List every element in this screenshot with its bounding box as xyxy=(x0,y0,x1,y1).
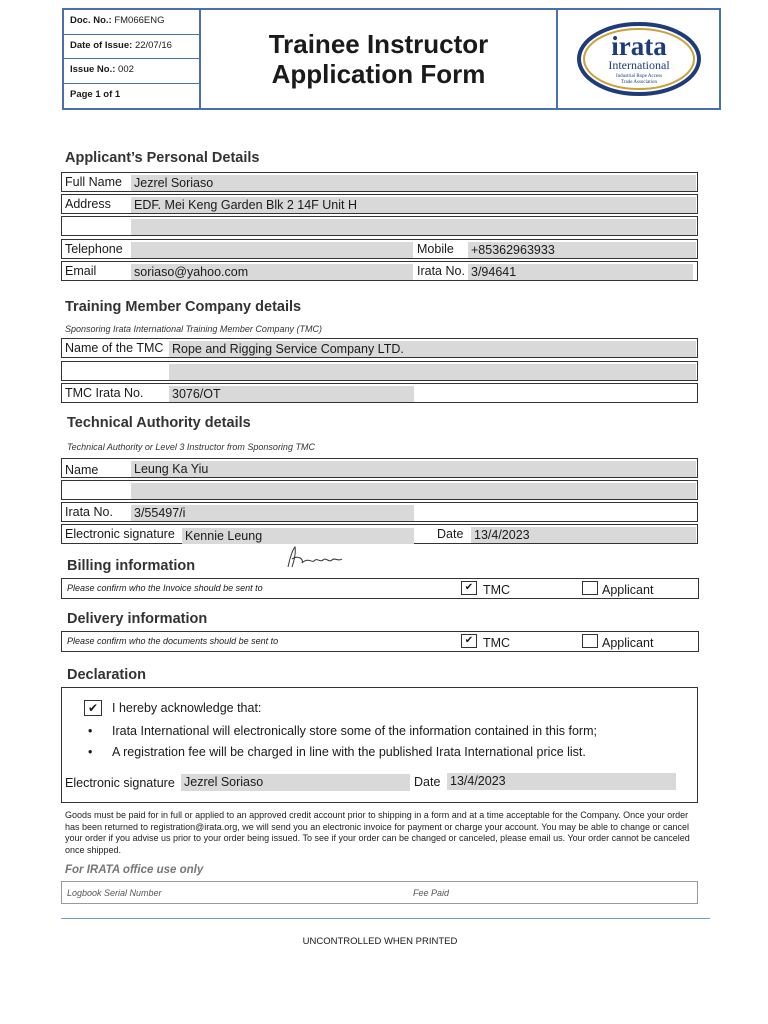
telephone-label: Telephone xyxy=(65,242,123,256)
address-row xyxy=(61,194,698,214)
tech-irata-row xyxy=(61,502,698,522)
address-label: Address xyxy=(65,197,111,211)
office-use-heading: For IRATA office use only xyxy=(65,864,204,876)
mobile-label: Mobile xyxy=(417,242,454,256)
tmc-irata-row xyxy=(61,383,698,403)
logo-wordmark: irata xyxy=(610,31,667,61)
tech-name-row xyxy=(61,458,698,478)
billing-tmc-checkbox[interactable] xyxy=(461,581,477,595)
document-meta xyxy=(64,10,201,108)
footer-text: UNCONTROLLED WHEN PRINTED xyxy=(302,936,458,947)
checkmark-icon: ✔ xyxy=(464,635,474,646)
tmc-irata-label: TMC Irata No. xyxy=(65,386,144,400)
tech-irata-field[interactable]: 3/55497/i xyxy=(131,505,414,521)
email-label: Email xyxy=(65,264,97,278)
tmc-name-row xyxy=(61,338,698,358)
tmc-name2-row xyxy=(61,361,698,381)
doc-no-label: Doc. No.: xyxy=(70,15,112,26)
tech-name-label: Name xyxy=(65,463,99,477)
declaration-signature-label: Electronic signature xyxy=(65,776,175,790)
page-number: Page 1 of 1 xyxy=(70,88,121,100)
declaration-bullet-1: Irata International will electronically store some of the information contained in this form; xyxy=(112,724,597,738)
declaration-bullet-2: A registration fee will be charged in line with the published Irata International price list. xyxy=(112,745,586,759)
page-row xyxy=(64,84,199,109)
declaration-signature-field[interactable]: Jezrel Soriaso xyxy=(181,774,410,791)
doc-no: FM066ENG xyxy=(114,15,165,26)
checkmark-icon: ✔ xyxy=(87,701,99,715)
logo-tagline-1: Industrial Rope Access xyxy=(615,74,662,79)
footer-divider xyxy=(61,918,710,919)
bullet-icon: • xyxy=(88,724,93,738)
logbook-serial-label: Logbook Serial Number xyxy=(67,888,162,898)
delivery-tmc-label: TMC xyxy=(483,636,511,650)
tmc-name-field[interactable]: Rope and Rigging Service Company LTD. xyxy=(169,341,696,357)
signature-scribble xyxy=(284,545,346,571)
delivery-box xyxy=(61,631,699,652)
mobile-field[interactable]: +85362963933 xyxy=(468,242,696,258)
personal-details-heading: Applicant’s Personal Details xyxy=(65,150,260,166)
delivery-applicant-checkbox[interactable] xyxy=(582,634,598,648)
bullet-icon: • xyxy=(88,745,93,759)
tech-name-field[interactable]: Leung Ka Yiu xyxy=(131,461,696,477)
irata-no-field[interactable]: 3/94641 xyxy=(468,264,693,280)
billing-box xyxy=(61,578,699,599)
date-issue: 22/07/16 xyxy=(134,39,172,51)
irata-logo-emblem xyxy=(577,21,701,97)
tech-date-label: Date xyxy=(437,527,464,541)
date-issue-label: Date of Issue: xyxy=(70,39,133,51)
tech-irata-label: Irata No. xyxy=(65,505,113,519)
billing-tmc-label: TMC xyxy=(483,583,511,597)
title-line-2: Application Form xyxy=(271,59,486,89)
declaration-heading: Declaration xyxy=(67,667,146,683)
declaration-date-field[interactable]: 13/4/2023 xyxy=(447,773,676,790)
irata-logo xyxy=(558,10,719,108)
delivery-tmc-checkbox[interactable] xyxy=(461,634,477,648)
tmc-note: Sponsoring Irata International Training Member Company (TMC) xyxy=(65,324,322,334)
title-line-1: Trainee Instructor xyxy=(268,29,489,59)
billing-applicant-checkbox[interactable] xyxy=(582,581,598,595)
tmc-name2-field[interactable] xyxy=(169,364,696,380)
full-name-field[interactable]: Jezrel Soriaso xyxy=(131,175,696,191)
issue-no: 002 xyxy=(118,64,134,75)
telephone-row xyxy=(61,239,698,259)
tech-signature-row xyxy=(61,524,698,544)
issue-no-label: Issue No.: xyxy=(70,64,116,75)
declaration-box xyxy=(61,687,698,803)
payment-terms: Goods must be paid for in full or applied to an approved credit account prior to shipping in a form and at a time acceptable for the Company. Once your order has been returned to registration@irata.org, we will send you an electronic invoice for payment or charge your account. You may be able to change or cancel your order if you advise us prior to your order being issued. To see if your order can be changed or canceled, please email us. Your order cannot be canceled once shipped. xyxy=(65,810,690,855)
billing-note: Please confirm who the Invoice should be sent to xyxy=(67,583,263,593)
tmc-irata-field[interactable]: 3076/OT xyxy=(169,386,414,402)
full-name-row xyxy=(61,172,698,192)
office-use-box xyxy=(61,881,698,904)
logo-tagline-2: Trade Association xyxy=(620,80,657,85)
tech-note: Technical Authority or Level 3 Instructor from Sponsoring TMC xyxy=(67,442,315,452)
email-field[interactable]: soriaso@yahoo.com xyxy=(131,264,413,280)
acknowledge-text: I hereby acknowledge that: xyxy=(112,701,262,715)
document-header xyxy=(62,8,721,110)
logo-subtitle: International xyxy=(607,58,670,72)
address-line2-row xyxy=(61,216,698,236)
tech-date-field[interactable]: 13/4/2023 xyxy=(471,527,696,543)
acknowledge-checkbox[interactable] xyxy=(84,700,102,716)
checkmark-icon: ✔ xyxy=(464,582,474,593)
delivery-heading: Delivery information xyxy=(67,611,208,627)
billing-applicant-label: Applicant xyxy=(602,583,654,597)
tech-signature-label: Electronic signature xyxy=(65,527,175,541)
fee-paid-label: Fee Paid xyxy=(413,888,450,898)
tech-name2-row xyxy=(61,480,698,500)
billing-heading: Billing information xyxy=(67,558,196,574)
form-title xyxy=(201,10,558,108)
tmc-name-label: Name of the TMC xyxy=(65,341,164,355)
full-name-label: Full Name xyxy=(65,175,122,189)
telephone-field[interactable] xyxy=(131,242,413,258)
delivery-applicant-label: Applicant xyxy=(602,636,654,650)
address-field[interactable]: EDF. Mei Keng Garden Blk 2 14F Unit H xyxy=(131,197,696,213)
address-line2-field[interactable] xyxy=(131,219,696,235)
declaration-date-label: Date xyxy=(414,775,441,789)
tmc-heading: Training Member Company details xyxy=(65,299,302,315)
irata-no-label: Irata No. xyxy=(417,264,465,278)
date-issue-row xyxy=(64,35,199,60)
tech-name2-field[interactable] xyxy=(131,483,696,499)
tech-signature-field[interactable]: Kennie Leung xyxy=(182,528,414,544)
issue-no-row xyxy=(64,59,199,84)
email-row xyxy=(61,261,698,281)
doc-no-row xyxy=(64,10,199,35)
tech-heading: Technical Authority details xyxy=(67,415,251,431)
delivery-note: Please confirm who the documents should be sent to xyxy=(67,636,279,646)
